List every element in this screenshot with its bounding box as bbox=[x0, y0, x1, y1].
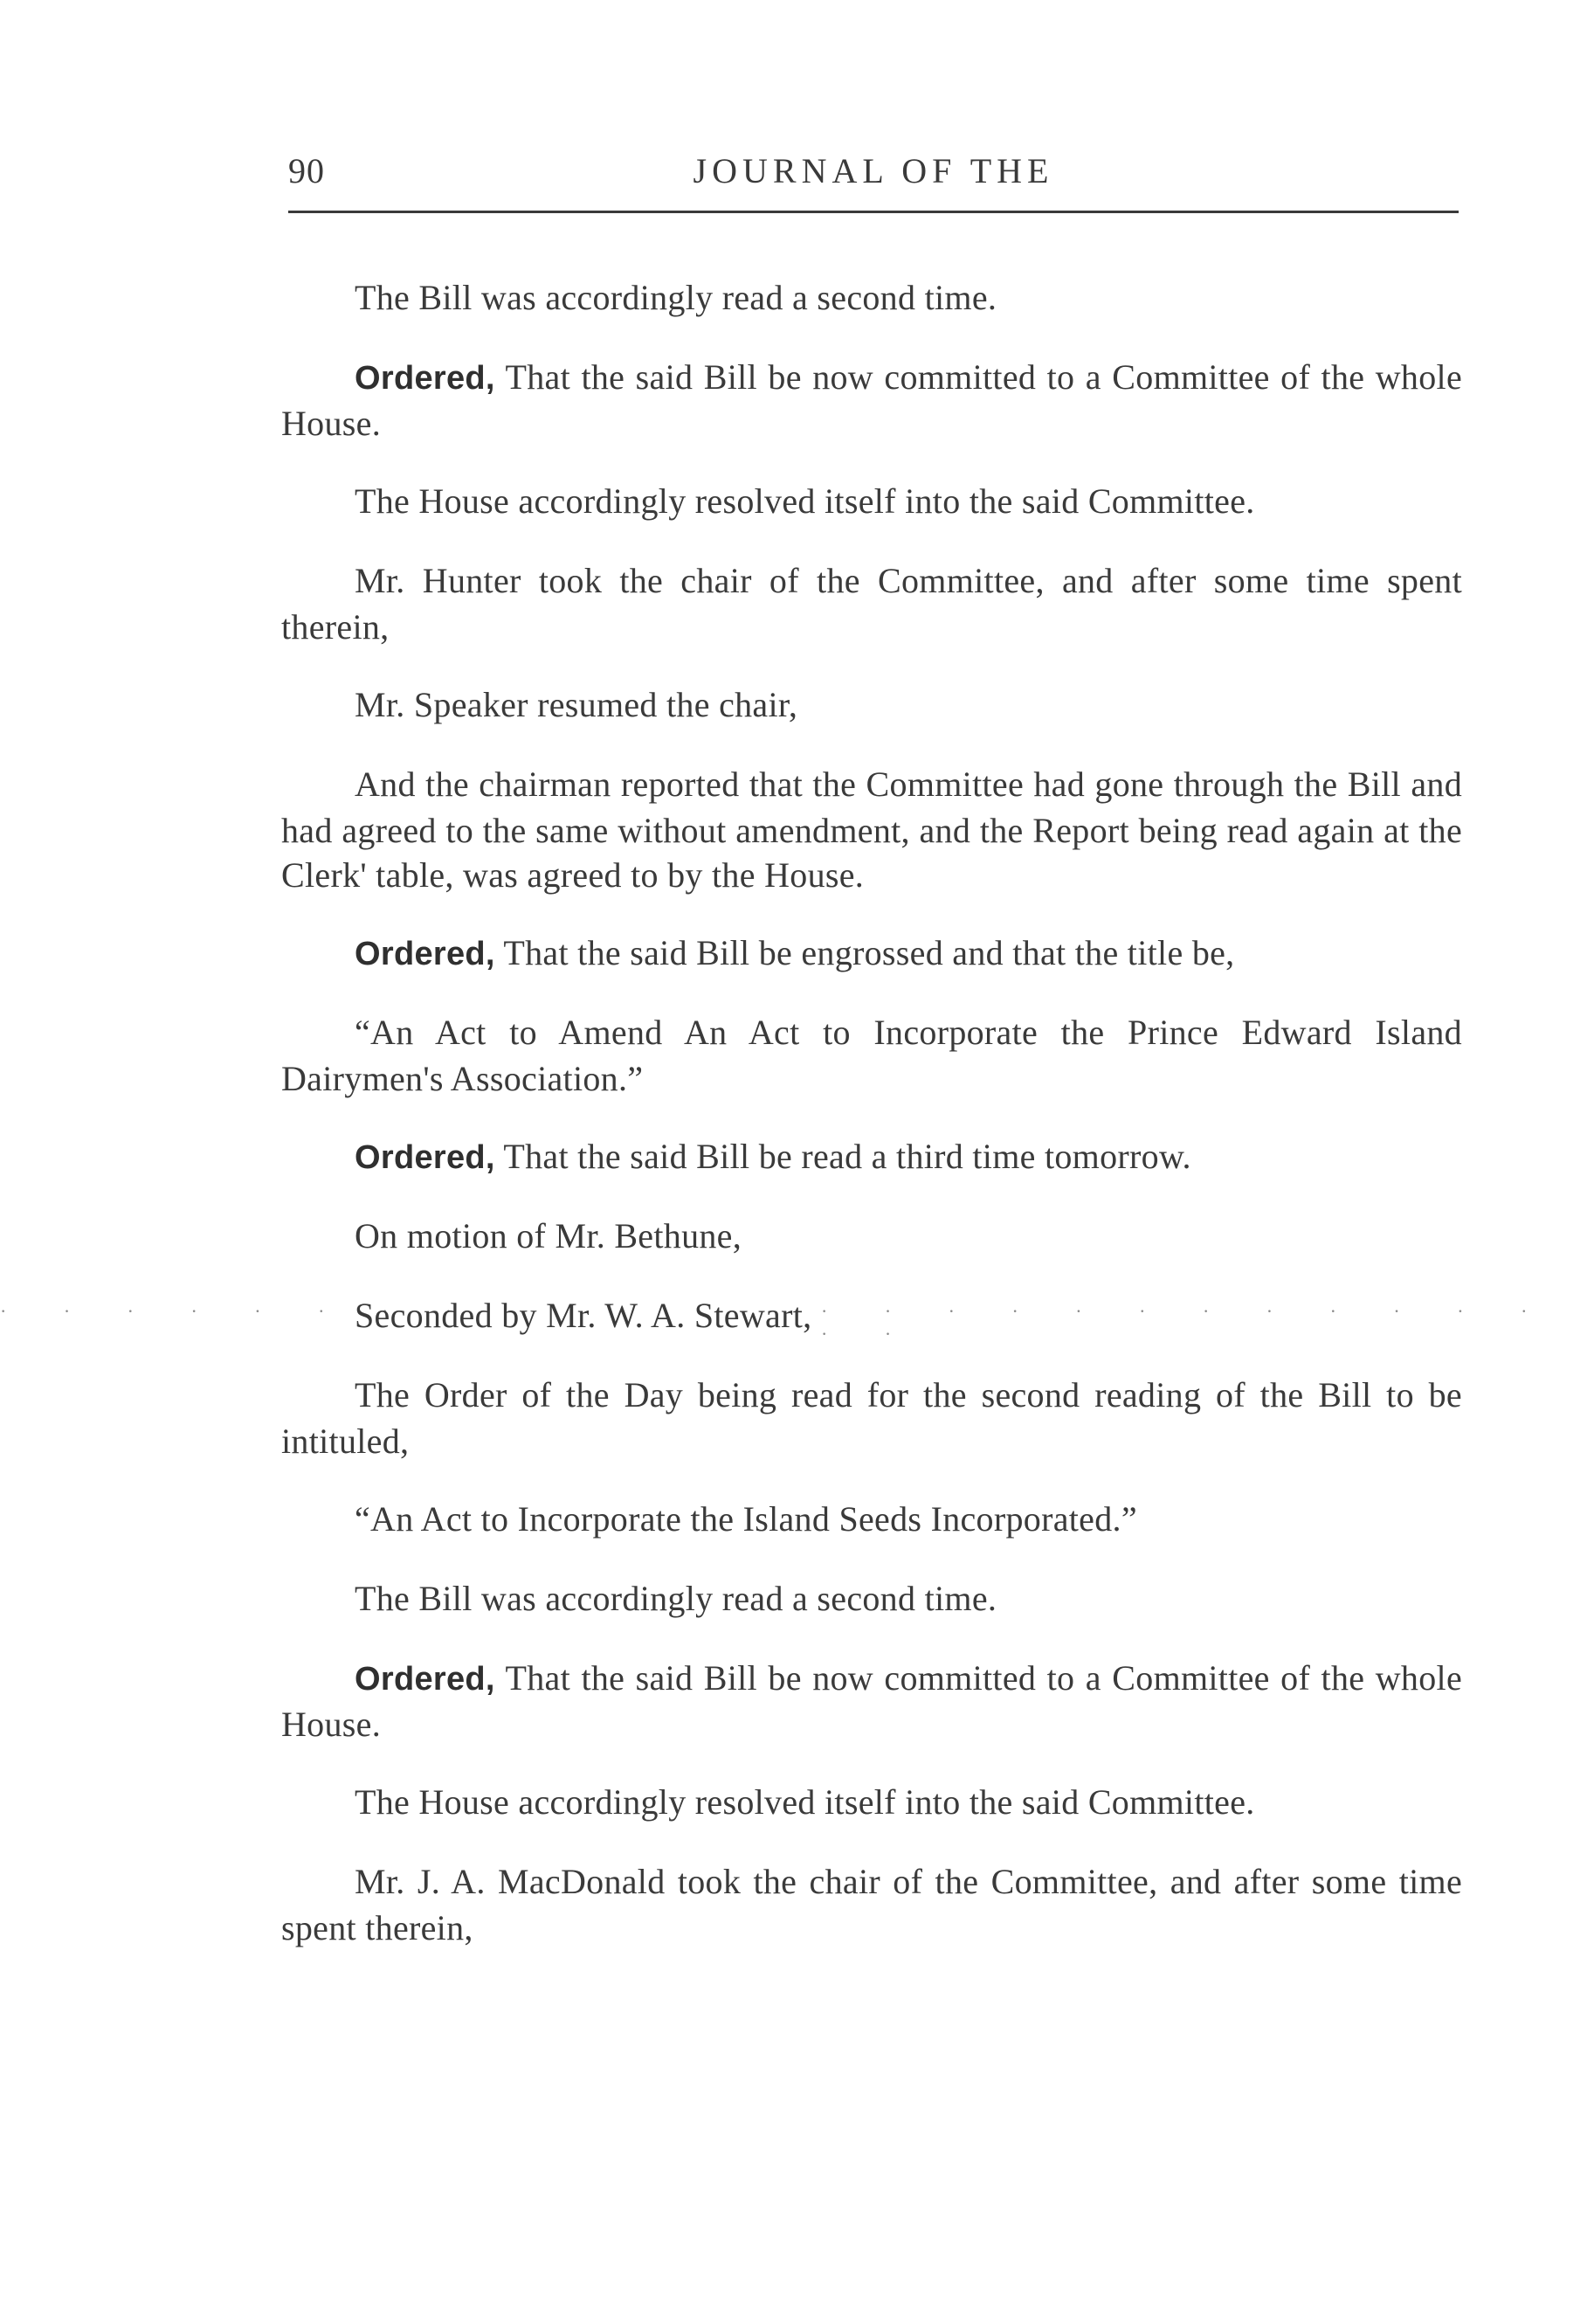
paragraph-1 bbox=[281, 275, 1462, 322]
paragraph-10 bbox=[281, 1214, 1462, 1260]
page-header bbox=[288, 150, 1459, 203]
paragraph-17 bbox=[281, 1859, 1462, 1950]
paragraph-text: Mr. Hunter took the chair of the Committee, and after some time spent therein, bbox=[281, 561, 1462, 647]
paragraph-text: The Bill was accordingly read a second time. bbox=[355, 278, 997, 317]
paragraph-text: The Order of the Day being read for the second reading of the Bill to be intituled, bbox=[281, 1375, 1462, 1461]
paragraph-6 bbox=[281, 762, 1462, 897]
page-number: 90 bbox=[288, 151, 325, 190]
paragraph-text: That the said Bill be now committed to a Committee of the whole House. bbox=[281, 1658, 1462, 1744]
paragraph-text: The Bill was accordingly read a second time. bbox=[355, 1579, 997, 1618]
paragraph-text: The House accordingly resolved itself into the said Committee. bbox=[355, 1782, 1255, 1822]
paragraph-text: “An Act to Incorporate the Island Seeds Incorporated.” bbox=[355, 1499, 1137, 1539]
paragraph-text: And the chairman reported that the Committee had gone through the Bill and had agreed to the same without amendment, and the Report being read again at the Clerk' table, was agreed to by the House. bbox=[281, 764, 1462, 895]
paragraph-text: Seconded by Mr. W. A. Stewart, bbox=[355, 1296, 812, 1335]
paragraph-13 bbox=[281, 1497, 1462, 1543]
paragraph-9 bbox=[281, 1134, 1462, 1180]
paragraph-12 bbox=[281, 1373, 1462, 1463]
running-head: JOURNAL OF THE bbox=[693, 151, 1054, 190]
paragraph-3 bbox=[281, 479, 1462, 525]
journal-body bbox=[281, 275, 1462, 1983]
paragraph-11 bbox=[281, 1293, 1462, 1339]
paragraph-text: That the said Bill be engrossed and that the title be, bbox=[494, 933, 1235, 972]
paragraph-8 bbox=[281, 1010, 1462, 1101]
header-rule bbox=[288, 211, 1459, 213]
paragraph-text: Mr. Speaker resumed the chair, bbox=[355, 685, 798, 724]
paragraph-lead: Ordered, bbox=[355, 360, 495, 397]
paragraph-16 bbox=[281, 1780, 1462, 1826]
paragraph-2 bbox=[281, 355, 1462, 446]
paragraph-text: On motion of Mr. Bethune, bbox=[355, 1216, 742, 1255]
paragraph-lead: Ordered, bbox=[355, 936, 495, 972]
paragraph-lead: Ordered, bbox=[355, 1661, 495, 1698]
paragraph-text: That the said Bill be now committed to a Committee of the whole House. bbox=[281, 357, 1462, 443]
paragraph-text: The House accordingly resolved itself into the said Committee. bbox=[355, 481, 1255, 521]
scan-dots-left: · · · · · · · · bbox=[0, 1300, 479, 1322]
paragraph-15 bbox=[281, 1656, 1462, 1746]
paragraph-lead: Ordered, bbox=[355, 1139, 495, 1176]
paragraph-14 bbox=[281, 1576, 1462, 1622]
paragraph-5 bbox=[281, 682, 1462, 729]
paragraph-text: “An Act to Amend An Act to Incorporate the Prince Edward Island Dairymen's Association.” bbox=[281, 1013, 1462, 1098]
paragraph-7 bbox=[281, 930, 1462, 977]
paragraph-4 bbox=[281, 558, 1462, 649]
paragraph-text: That the said Bill be read a third time tomorrow. bbox=[494, 1137, 1191, 1176]
paragraph-text: Mr. J. A. MacDonald took the chair of the Committee, and after some time spent therein, bbox=[281, 1862, 1462, 1947]
scan-dots-right: · · · · · · · · · · · · · · bbox=[821, 1300, 1554, 1345]
